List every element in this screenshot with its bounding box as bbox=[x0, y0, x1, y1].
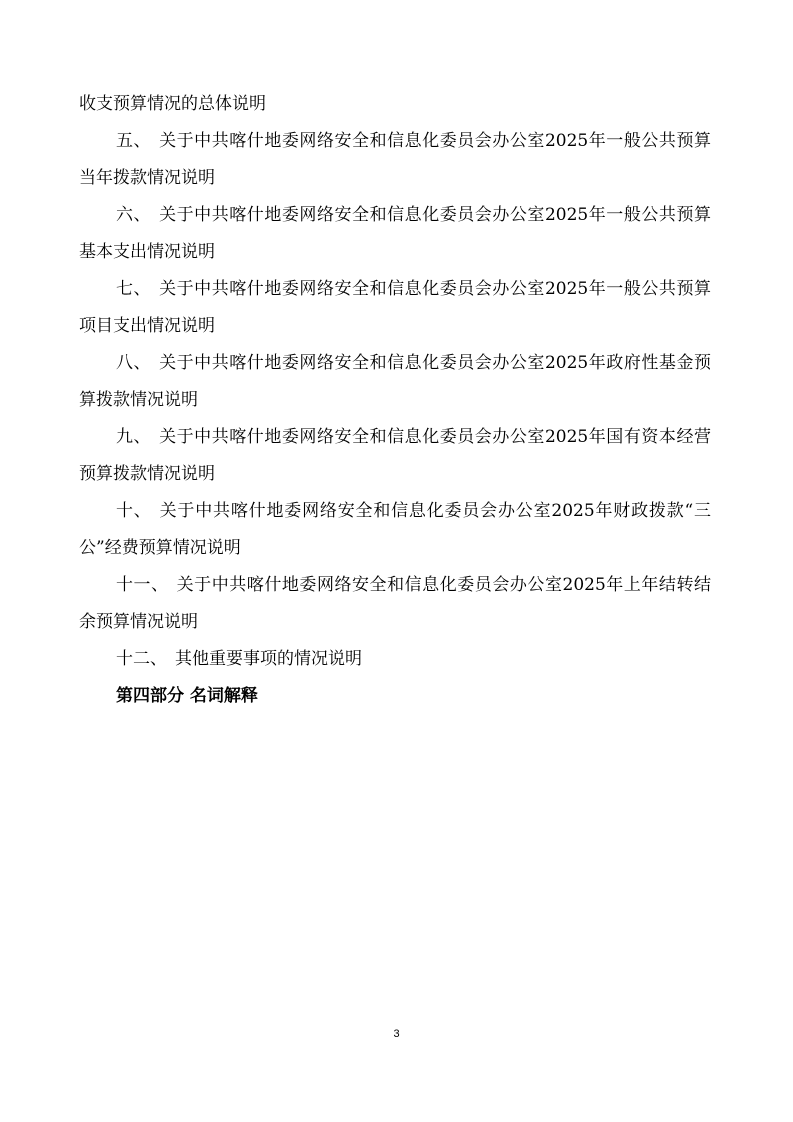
item-number: 八、 bbox=[116, 353, 152, 373]
item-text: 关于中共喀什地委网络安全和信息化委员会办公室2025年一般公共预算基本支出情况说明 bbox=[79, 205, 712, 262]
item-number: 十二、 bbox=[116, 649, 167, 669]
list-item bbox=[79, 419, 711, 493]
item-number: 九、 bbox=[116, 427, 152, 447]
continued-line: 收支预算情况的总体说明 bbox=[79, 94, 266, 114]
page-number: 3 bbox=[393, 1028, 400, 1040]
item-text: 关于中共喀什地委网络安全和信息化委员会办公室2025年国有资本经营预算拨款情况说明 bbox=[79, 427, 712, 484]
list-item bbox=[79, 271, 711, 345]
item-text: 关于中共喀什地委网络安全和信息化委员会办公室2025年上年结转结余预算情况说明 bbox=[79, 575, 712, 632]
item-text: 关于中共喀什地委网络安全和信息化委员会办公室2025年一般公共预算项目支出情况说明 bbox=[79, 279, 712, 336]
item-text: 关于中共喀什地委网络安全和信息化委员会办公室2025年一般公共预算当年拨款情况说明 bbox=[79, 131, 712, 188]
item-text: 关于中共喀什地委网络安全和信息化委员会办公室2025年政府性基金预算拨款情况说明 bbox=[79, 353, 712, 410]
item-text: 其他重要事项的情况说明 bbox=[175, 649, 362, 669]
list-item bbox=[79, 567, 711, 641]
item-number: 六、 bbox=[116, 205, 152, 225]
item-number: 十、 bbox=[116, 501, 152, 521]
document-body bbox=[79, 86, 711, 715]
list-item bbox=[79, 641, 711, 678]
item-number: 五、 bbox=[116, 131, 152, 151]
item-number: 七、 bbox=[116, 279, 152, 299]
list-item bbox=[79, 493, 711, 567]
item-text: 关于中共喀什地委网络安全和信息化委员会办公室2025年财政拨款“三公”经费预算情况说明 bbox=[79, 501, 711, 558]
list-item bbox=[79, 197, 711, 271]
item-number: 十一、 bbox=[116, 575, 169, 595]
list-item bbox=[79, 123, 711, 197]
section-heading: 第四部分 名词解释 bbox=[116, 686, 258, 706]
list-item bbox=[79, 345, 711, 419]
